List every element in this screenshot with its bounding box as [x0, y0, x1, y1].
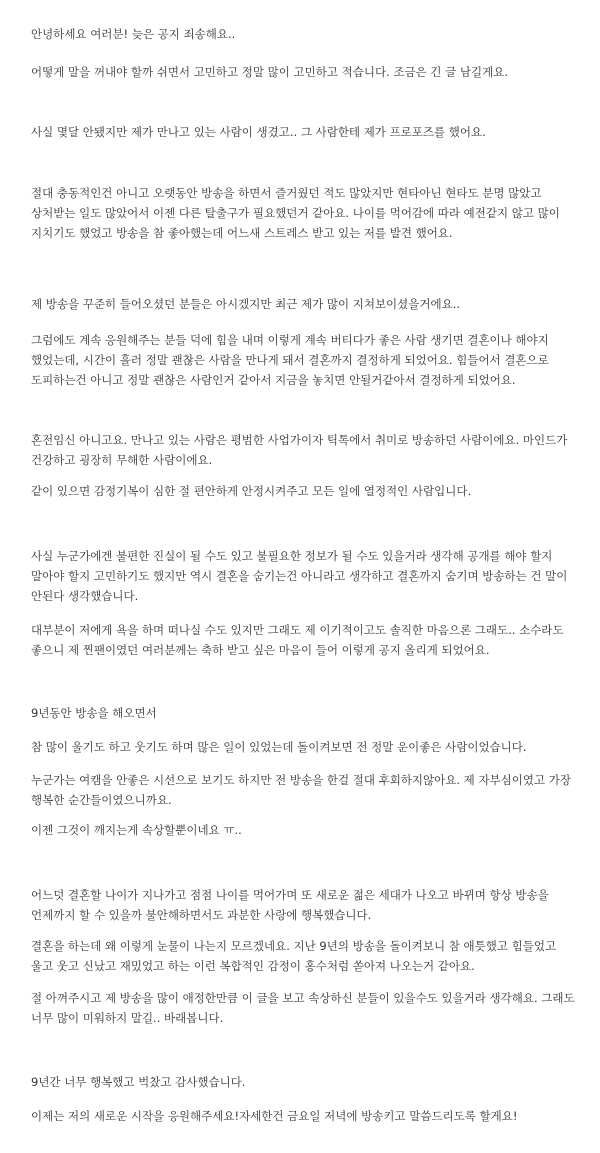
proposal-paragraph: 사실 몇달 안됐지만 제가 만나고 있는 사람이 생겼고.. 그 사람한테 제가 프로포즈를 했어요. [31, 125, 486, 139]
pride-paragraph: 누군가는 여캠을 안좋은 시선으로 보기도 하지만 전 방송을 한걸 절대 후회하지않아요. 제 자부심이였고 가장 행복한 순간들이였으니까요. [31, 773, 571, 807]
closing-paragraph: 이제는 저의 새로운 시작을 응원해주세요!자세한건 금요일 저녁에 방송키고 말씀드리도록 할게요! [31, 1109, 518, 1123]
thanks-paragraph: 9년간 너무 행복했고 벅찼고 감사했습니다. [31, 1075, 246, 1089]
decision-paragraph: 그럼에도 계속 응원해주는 분들 덕에 힘을 내며 이렇게 계속 버티다가 좋은 사람 생기면 결혼이나 해야지 했었는데, 시간이 흘러 정말 괜찮은 사람을 만나게 돼서 결혼까지 결정하게 되었어요. 힘들어서 결혼으로 도피하는건 아니고 정말 괜찮은 사람인거 같아서 지금을 놓치면 안될거같아서 결정하게 되었어요. [31, 333, 549, 387]
partner-detail-paragraph: 같이 있으면 감정기복이 심한 절 편안하게 안정시켜주고 모든 일에 열정적인 사람입니다. [31, 484, 472, 498]
greeting-paragraph: 안녕하세요 여러분! 늦은 공지 죄송해요.. [31, 27, 236, 41]
request-paragraph: 절 아껴주시고 제 방송을 많이 애정한만큼 이 글을 보고 속상하신 분들이 있을수도 있을거라 생각해요. 그래도 너무 많이 미워하지 말길.. 바래봅니다. [31, 991, 575, 1025]
disclosure-paragraph: 사실 누군가에겐 불편한 진실이 될 수도 있고 불필요한 정보가 될 수도 있을거라 생각해 공개를 해야 할지 말아야 할지 고민하기도 했지만 역시 결혼을 숨기는건 아니라고 생각하고 결혼까지 숨기며 방송하는 건 말이 안된다 생각했습니다. [31, 549, 568, 603]
tired-paragraph: 제 방송을 꾸준히 들어오셨던 분들은 아시겠지만 최근 제가 많이 지쳐보이셨을거에요.. [31, 297, 461, 311]
anxiety-paragraph: 어느덧 결혼할 나이가 지나가고 점점 나이를 먹어가며 또 새로운 젊은 세대가 나오고 바뀌며 항상 방송을 언제까지 할 수 있을까 불안해하면서도 과분한 사랑에 행복했습니다. [31, 888, 549, 922]
nine-years-heading: 9년동안 방송을 해오면서 [31, 706, 157, 720]
tears-paragraph: 결혼을 하는데 왜 이렇게 눈물이 나는지 모르겠네요. 지난 9년의 방송을 돌이켜보니 참 애틋했고 힘들었고 울고 웃고 신났고 재밌었고 하는 이런 복합적인 감정이 홍수처럼 쏟아져 나오는거 같아요. [31, 939, 557, 973]
sad-paragraph: 이젠 그것이 깨지는게 속상할뿐이네요 ㅠ.. [31, 823, 242, 837]
partner-paragraph: 혼전임신 아니고요. 만나고 있는 사람은 평범한 사업가이자 틱톡에서 취미로 방송하던 사람이에요. 마인드가 건강하고 굉장히 무해한 사람이에요. [31, 433, 568, 467]
fans-paragraph: 대부분이 저에게 욕을 하며 떠나실 수도 있지만 그래도 제 이기적이고도 솔직한 마음으론 그래도.. 소수라도 좋으니 제 찐팬이였던 여러분께는 축하 받고 싶은 마음이 들어 이렇게 공지 올리게 되었어요. [31, 623, 564, 657]
reason-paragraph: 절대 충동적인건 아니고 오랫동안 방송을 하면서 즐거웠던 적도 많았지만 현타아닌 현타도 분명 많았고 상처받는 일도 많았어서 이젠 다른 탈출구가 필요했던거 같아요. 나이를 먹어감에 따라 예전같지 않고 많이 지치기도 했었고 방송을 참 좋아했는데 어느새 스트레스 받고 있는 저를 발견 했어요. [31, 186, 560, 240]
intro-paragraph: 어떻게 말을 꺼내야 할까 쉬면서 고민하고 정말 많이 고민하고 적습니다. 조금은 긴 글 남길게요. [31, 65, 508, 79]
memories-paragraph: 참 많이 울기도 하고 웃기도 하며 많은 일이 있었는데 돌이켜보면 전 정말 운이좋은 사람이었습니다. [31, 740, 527, 754]
